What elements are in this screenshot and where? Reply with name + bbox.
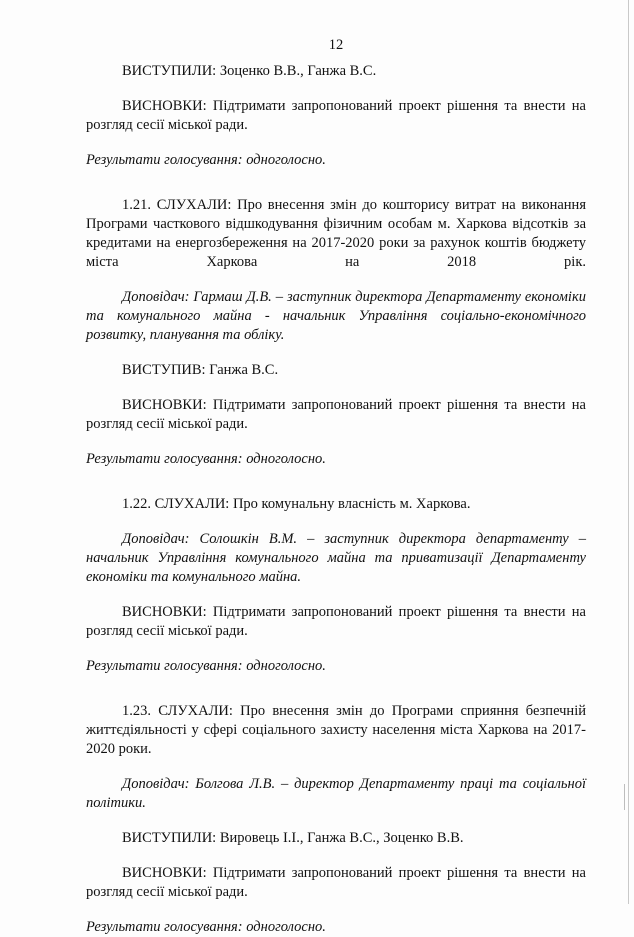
speaker-paragraph: Доповідач: Гармаш Д.В. – заступник директора Департаменту економіки та комунального майна - начальник Управління соціально-економічного розвитку, планування та обліку. [86,289,586,343]
page-number: 12 [328,37,344,53]
document-body [86,62,586,937]
speakers-paragraph: ВИСТУПИЛИ: Зоценко В.В., Ганжа В.С. [122,63,377,79]
conclusions-paragraph: ВИСНОВКИ: Підтримати запропонований проект рішення та внести на розгляд сесії міської ради. [86,98,586,133]
voting-result: Результати голосування: одноголосно. [86,658,326,674]
speaker-single-paragraph: ВИСТУПИВ: Ганжа В.С. [122,362,279,378]
heard-item-1-21: 1.21. СЛУХАЛИ: Про внесення змін до кошторису витрат на виконання Програми часткового відшкодування фізичним особам м. Харкова відсотків за кредитами на енергозбереження на 2017-2020 роки за рахунок коштів бюджету міста Харкова на 2018 рік. [86,197,586,270]
scan-edge-line [628,0,629,904]
conclusions-paragraph: ВИСНОВКИ: Підтримати запропонований проект рішення та внести на розгляд сесії міської ради. [86,865,586,900]
scan-edge-mark [624,784,625,810]
voting-result: Результати голосування: одноголосно. [86,919,326,935]
speaker-paragraph: Доповідач: Болгова Л.В. – директор Департаменту праці та соціальної політики. [86,776,586,811]
voting-result: Результати голосування: одноголосно. [86,152,326,168]
speakers-paragraph: ВИСТУПИЛИ: Вировець І.І., Ганжа В.С., Зоценко В.В. [122,830,464,846]
conclusions-paragraph: ВИСНОВКИ: Підтримати запропонований проект рішення та внести на розгляд сесії міської ради. [86,397,586,432]
heard-item-1-23: 1.23. СЛУХАЛИ: Про внесення змін до Програми сприяння безпечній життєдіяльності у сфері соціального захисту населення міста Харкова на 2017-2020 роки. [86,703,586,757]
speaker-paragraph: Доповідач: Солошкін В.М. – заступник директора департаменту – начальник Управління комунального майна та приватизації Департаменту економіки та комунального майна. [86,531,586,585]
heard-item-1-22: 1.22. СЛУХАЛИ: Про комунальну власність м. Харкова. [122,496,471,512]
conclusions-paragraph: ВИСНОВКИ: Підтримати запропонований проект рішення та внести на розгляд сесії міської ради. [86,604,586,639]
voting-result: Результати голосування: одноголосно. [86,451,326,467]
